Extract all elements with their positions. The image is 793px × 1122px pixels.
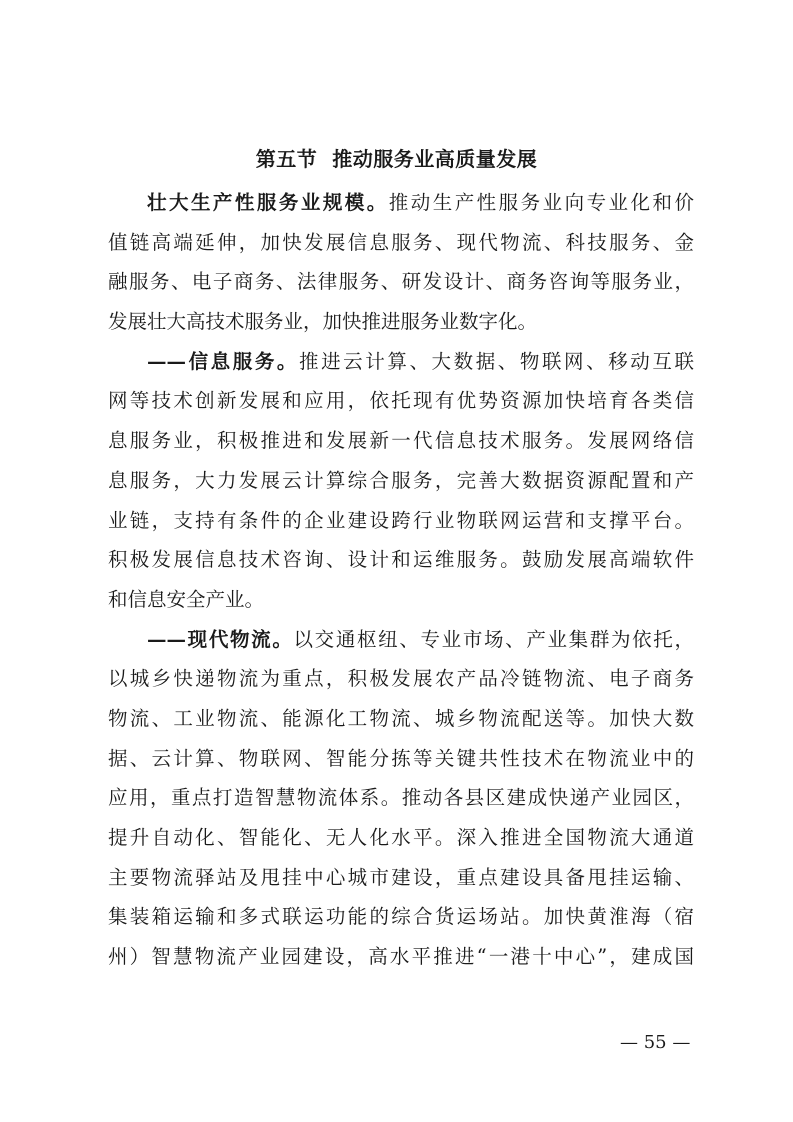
- paragraph-2-line-5: 业链，支持有条件的企业建设跨行业物联网运营和支撑平台。: [108, 508, 694, 532]
- paragraph-2-line-3: 息服务业，积极推进和发展新一代信息技术服务。发展网络信: [108, 429, 694, 453]
- paragraph-3-line-6: 提升自动化、智能化、无人化水平。深入推进全国物流大通道: [108, 826, 694, 849]
- paragraph-1-line-3: 融服务、电子商务、法律服务、研发设计、商务咨询等服务业，: [108, 270, 694, 294]
- paragraph-1-text: 推动生产性服务业向专业化和价: [388, 191, 694, 214]
- page-number: — 55 —: [620, 1032, 691, 1053]
- paragraph-2-line-6: 积极发展信息技术咨询、设计和运维服务。鼓励发展高端软件: [108, 548, 694, 572]
- paragraph-2-lead: ——信息服务。: [147, 349, 300, 373]
- body-text: [108, 183, 694, 977]
- paragraph-3-lead: ——现代物流。: [147, 627, 294, 651]
- paragraph-1-line-4: 发展壮大高技术服务业，加快推进服务业数字化。: [108, 310, 538, 334]
- section-title: 第五节 推动服务业高质量发展: [255, 147, 538, 171]
- paragraph-3-line-8: 集装箱运输和多式联运功能的综合货运场站。加快黄淮海（宿: [108, 905, 694, 929]
- paragraph-2-line-4: 息服务，大力发展云计算综合服务，完善大数据资源配置和产: [108, 468, 694, 492]
- paragraph-2-line-1: [108, 342, 694, 382]
- paragraph-1-lead: 壮大生产性服务业规模。: [147, 191, 389, 214]
- paragraph-3-text: 以交通枢纽、专业市场、产业集群为依托，: [293, 627, 694, 651]
- paragraph-3-line-1: [108, 620, 694, 660]
- paragraph-3-line-9: 州）智慧物流产业园建设，高水平推进“一港十中心”，建成国: [108, 945, 694, 969]
- paragraph-3-line-7: 主要物流驿站及甩挂中心城市建设，重点建设具备甩挂运输、: [108, 865, 694, 889]
- paragraph-3-line-2: 以城乡快递物流为重点，积极发展农产品冷链物流、电子商务: [108, 667, 694, 691]
- paragraph-3-line-4: 据、云计算、物联网、智能分拣等关键共性技术在物流业中的: [108, 746, 694, 770]
- paragraph-3-line-3: 物流、工业物流、能源化工物流、城乡物流配送等。加快大数: [108, 706, 694, 730]
- paragraph-1-line-1: [108, 183, 694, 223]
- paragraph-2-text: 推进云计算、大数据、物联网、移动互联: [299, 349, 694, 373]
- paragraph-3-line-5: 应用，重点打造智慧物流体系。推动各县区建成快递产业园区，: [108, 786, 694, 810]
- paragraph-1-line-2: 值链高端延伸，加快发展信息服务、现代物流、科技服务、金: [108, 230, 694, 254]
- paragraph-2-line-7: 和信息安全产业。: [108, 587, 265, 611]
- paragraph-2-line-2: 网等技术创新发展和应用，依托现有优势资源加快培育各类信: [108, 389, 694, 413]
